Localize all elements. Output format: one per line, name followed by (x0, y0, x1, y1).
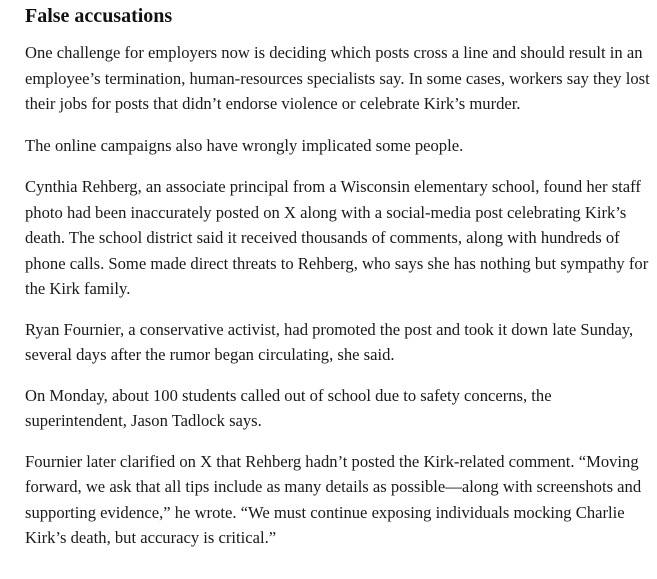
article-body (25, 0, 650, 551)
article-paragraph: Ryan Fournier, a conservative activist, had promoted the post and took it down late Sunday, several days after the rumor began circulating, she said. (25, 319, 634, 364)
article-paragraph: On Monday, about 100 students called out of school due to safety concerns, the superintendent, Jason Tadlock says. (25, 385, 552, 430)
article-paragraph: One challenge for employers now is deciding which posts cross a line and should result in an employee’s termination, human-resources specialists say. In some cases, workers say they lost their jobs for posts that didn’t endorse violence or celebrate Kirk’s murder. (25, 43, 650, 113)
article-paragraph: Cynthia Rehberg, an associate principal from a Wisconsin elementary school, found her staff photo had been inaccurately posted on X along with a social-media post celebrating Kirk’s death. The school district said it received thousands of comments, along with hundreds of phone calls. Some made direct threats to Rehberg, who says she has nothing but sympathy for the Kirk family. (25, 177, 649, 298)
article-paragraph: Fournier later clarified on X that Rehberg hadn’t posted the Kirk-related comment. “Moving forward, we ask that all tips include as many details as possible—along with screenshots and supporting evidence,” he wrote. “We must continue exposing individuals mocking Charlie Kirk’s death, but accuracy is critical.” (25, 451, 642, 547)
article-paragraph: The online campaigns also have wrongly implicated some people. (25, 135, 464, 155)
section-heading: False accusations (25, 5, 173, 27)
